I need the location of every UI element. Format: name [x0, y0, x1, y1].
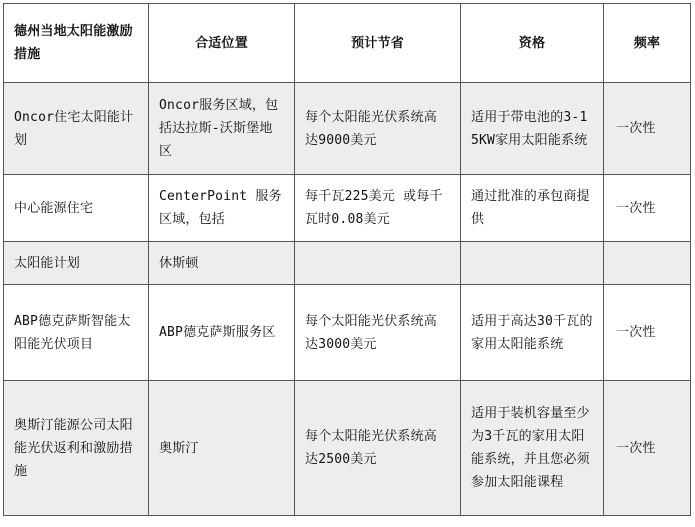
cell-location: ABP德克萨斯服务区: [149, 285, 295, 381]
cell-frequency: [604, 242, 691, 285]
table-row: [4, 83, 691, 175]
cell-eligibility: 适用于装机容量至少为3千瓦的家用太阳能系统，并且您必须参加太阳能课程: [461, 381, 604, 516]
cell-location: 休斯顿: [149, 242, 295, 285]
cell-program: 奥斯汀能源公司太阳能光伏返利和激励措施: [4, 381, 149, 516]
table-row: [4, 242, 691, 285]
cell-location: Oncor服务区域，包括达拉斯-沃斯堡地区: [149, 83, 295, 175]
cell-savings: 每个太阳能光伏系统高达3000美元: [295, 285, 461, 381]
cell-frequency: 一次性: [604, 285, 691, 381]
cell-eligibility: 适用于高达30千瓦的家用太阳能系统: [461, 285, 604, 381]
header-eligibility: 资格: [461, 4, 604, 83]
cell-program: 太阳能计划: [4, 242, 149, 285]
header-frequency: 频率: [604, 4, 691, 83]
texas-solar-incentives-table: [3, 3, 691, 516]
table-row: [4, 175, 691, 242]
cell-program: 中心能源住宅: [4, 175, 149, 242]
cell-frequency: 一次性: [604, 381, 691, 516]
cell-savings: 每个太阳能光伏系统高达9000美元: [295, 83, 461, 175]
table-header-row: [4, 4, 691, 83]
header-program: 德州当地太阳能激励措施: [4, 4, 149, 83]
cell-program: ABP德克萨斯智能太阳能光伏项目: [4, 285, 149, 381]
cell-eligibility: 适用于带电池的3-15KW家用太阳能系统: [461, 83, 604, 175]
cell-eligibility: [461, 242, 604, 285]
header-savings: 预计节省: [295, 4, 461, 83]
cell-program: Oncor住宅太阳能计划: [4, 83, 149, 175]
table-row: [4, 285, 691, 381]
incentives-table-container: [3, 3, 691, 516]
cell-eligibility: 通过批准的承包商提供: [461, 175, 604, 242]
cell-frequency: 一次性: [604, 175, 691, 242]
table-row: [4, 381, 691, 516]
cell-location: 奥斯汀: [149, 381, 295, 516]
header-location: 合适位置: [149, 4, 295, 83]
cell-frequency: 一次性: [604, 83, 691, 175]
cell-savings: 每千瓦225美元 或每千瓦时0.08美元: [295, 175, 461, 242]
cell-location: CenterPoint 服务区域，包括: [149, 175, 295, 242]
cell-savings: 每个太阳能光伏系统高达2500美元: [295, 381, 461, 516]
cell-savings: [295, 242, 461, 285]
